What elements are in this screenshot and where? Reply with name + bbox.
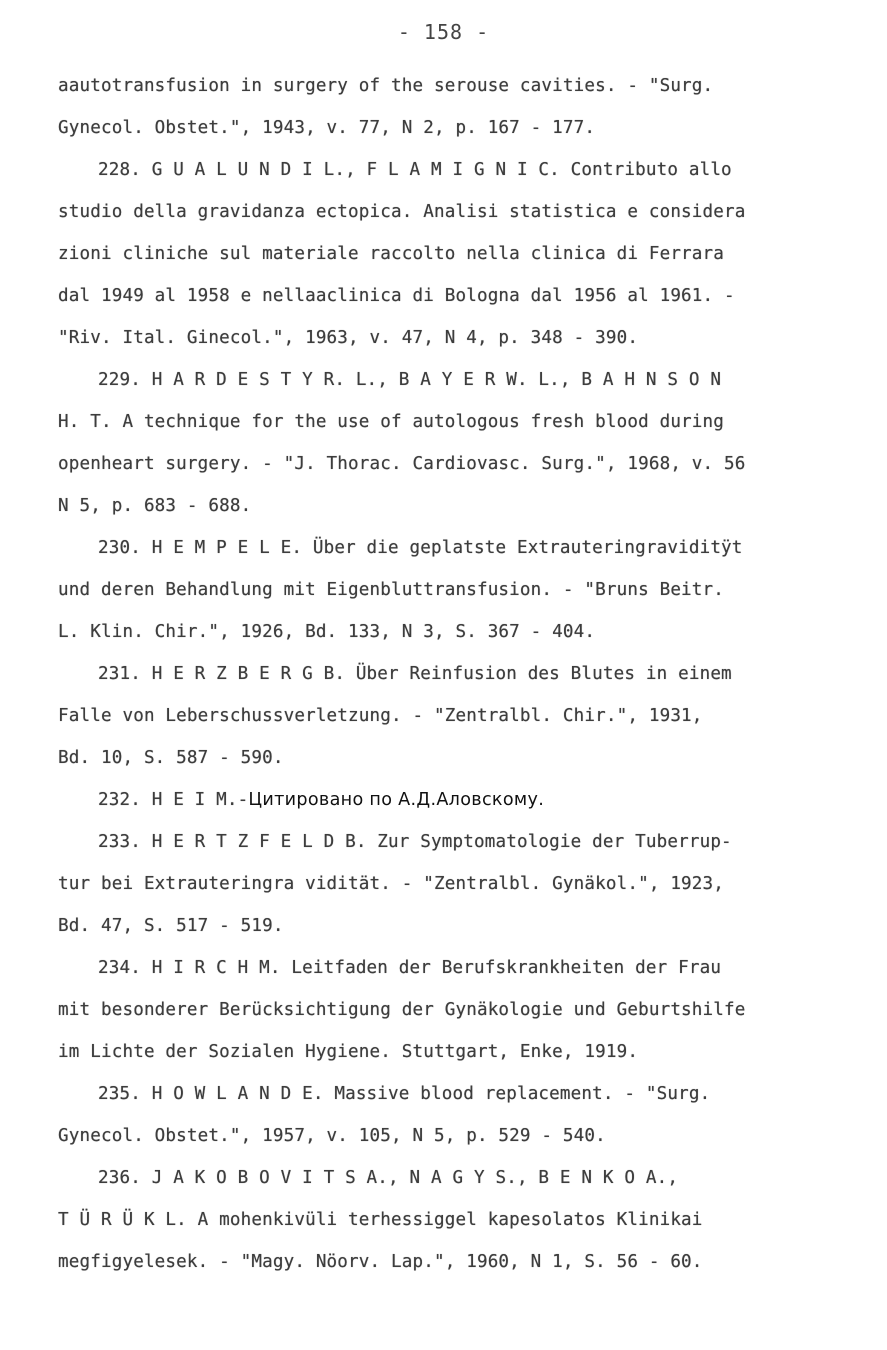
bibliography-line xyxy=(58,653,848,695)
line-text: 232. H E I M.- xyxy=(98,790,249,810)
line-text: Bd. 47, S. 517 - 519. xyxy=(58,916,284,936)
line-text: 228. G U A L U N D I L., F L A M I G N I C. Contributo allo xyxy=(98,160,732,180)
bibliography-line xyxy=(58,65,848,107)
bibliography-list xyxy=(58,65,848,1283)
line-text: zioni cliniche sul materiale raccolto nella clinica di Ferrara xyxy=(58,244,725,264)
line-text: 231. H E R Z B E R G B. Über Reinfusion des Blutes in einem xyxy=(98,664,732,684)
bibliography-line xyxy=(58,863,848,905)
line-text: aautotransfusion in surgery of the serouse cavities. - "Surg. xyxy=(58,76,714,96)
line-text: Falle von Leberschussverletzung. - "Zentralbl. Chir.", 1931, xyxy=(58,706,703,726)
bibliography-line xyxy=(58,1031,848,1073)
bibliography-line xyxy=(58,1157,848,1199)
bibliography-line xyxy=(58,401,848,443)
line-text: im Lichte der Sozialen Hygiene. Stuttgart, Enke, 1919. xyxy=(58,1042,639,1062)
bibliography-line xyxy=(58,737,848,779)
bibliography-line xyxy=(58,275,848,317)
line-text: "Riv. Ital. Ginecol.", 1963, v. 47, N 4, p. 348 - 390. xyxy=(58,328,639,348)
line-text: 229. H A R D E S T Y R. L., B A Y E R W. L., B A H N S O N xyxy=(98,370,722,390)
line-text: megfigyelesek. - "Magy. Nöorv. Lap.", 1960, N 1, S. 56 - 60. xyxy=(58,1252,703,1272)
citation-note: Цитировано по А.Д.Аловскому. xyxy=(248,790,545,810)
bibliography-line xyxy=(58,485,848,527)
line-text: 235. H O W L A N D E. Massive blood replacement. - "Surg. xyxy=(98,1084,711,1104)
bibliography-line xyxy=(58,317,848,359)
line-text: Gynecol. Obstet.", 1957, v. 105, N 5, p. 529 - 540. xyxy=(58,1126,606,1146)
page-number: - 158 - xyxy=(397,20,490,44)
line-text: 234. H I R C H M. Leitfaden der Berufskrankheiten der Frau xyxy=(98,958,722,978)
line-text: N 5, p. 683 - 688. xyxy=(58,496,252,516)
line-text: openheart surgery. - "J. Thorac. Cardiovasc. Surg.", 1968, v. 56 xyxy=(58,454,746,474)
bibliography-line xyxy=(58,989,848,1031)
bibliography-line xyxy=(58,821,848,863)
line-text: Gynecol. Obstet.", 1943, v. 77, N 2, p. 167 - 177. xyxy=(58,118,596,138)
line-text: H. T. A technique for the use of autologous fresh blood during xyxy=(58,412,725,432)
bibliography-line xyxy=(58,569,848,611)
bibliography-line xyxy=(58,107,848,149)
bibliography-line xyxy=(58,611,848,653)
bibliography-line xyxy=(58,443,848,485)
bibliography-line xyxy=(58,905,848,947)
bibliography-line xyxy=(58,1241,848,1283)
bibliography-line xyxy=(58,233,848,275)
line-text: L. Klin. Chir.", 1926, Bd. 133, N 3, S. 367 - 404. xyxy=(58,622,596,642)
line-text: 236. J A K O B O V I T S A., N A G Y S., B E N K O A., xyxy=(98,1168,679,1188)
bibliography-line xyxy=(58,1199,848,1241)
line-text: dal 1949 al 1958 e nellaaclinica di Bologna dal 1956 al 1961. - xyxy=(58,286,735,306)
bibliography-line xyxy=(58,1115,848,1157)
bibliography-line xyxy=(58,779,848,821)
line-text: und deren Behandlung mit Eigenbluttransfusion. - "Bruns Beitr. xyxy=(58,580,725,600)
line-text: 230. H E M P E L E. Über die geplatste Extrauteringraviditÿt xyxy=(98,538,743,558)
bibliography-line xyxy=(58,359,848,401)
line-text: 233. H E R T Z F E L D B. Zur Symptomatologie der Tuberrup- xyxy=(98,832,732,852)
bibliography-line xyxy=(58,527,848,569)
bibliography-line xyxy=(58,149,848,191)
line-text: studio della gravidanza ectopica. Analisi statistica e considera xyxy=(58,202,746,222)
line-text: tur bei Extrauteringra vidität. - "Zentralbl. Gynäkol.", 1923, xyxy=(58,874,725,894)
bibliography-line xyxy=(58,947,848,989)
bibliography-line xyxy=(58,1073,848,1115)
line-text: Bd. 10, S. 587 - 590. xyxy=(58,748,284,768)
bibliography-line xyxy=(58,695,848,737)
bibliography-line xyxy=(58,191,848,233)
line-text: mit besonderer Berücksichtigung der Gynäkologie und Geburtshilfe xyxy=(58,1000,746,1020)
line-text: T Ü R Ü K L. A mohenkivüli terhessiggel kapesolatos Klinikai xyxy=(58,1210,703,1230)
